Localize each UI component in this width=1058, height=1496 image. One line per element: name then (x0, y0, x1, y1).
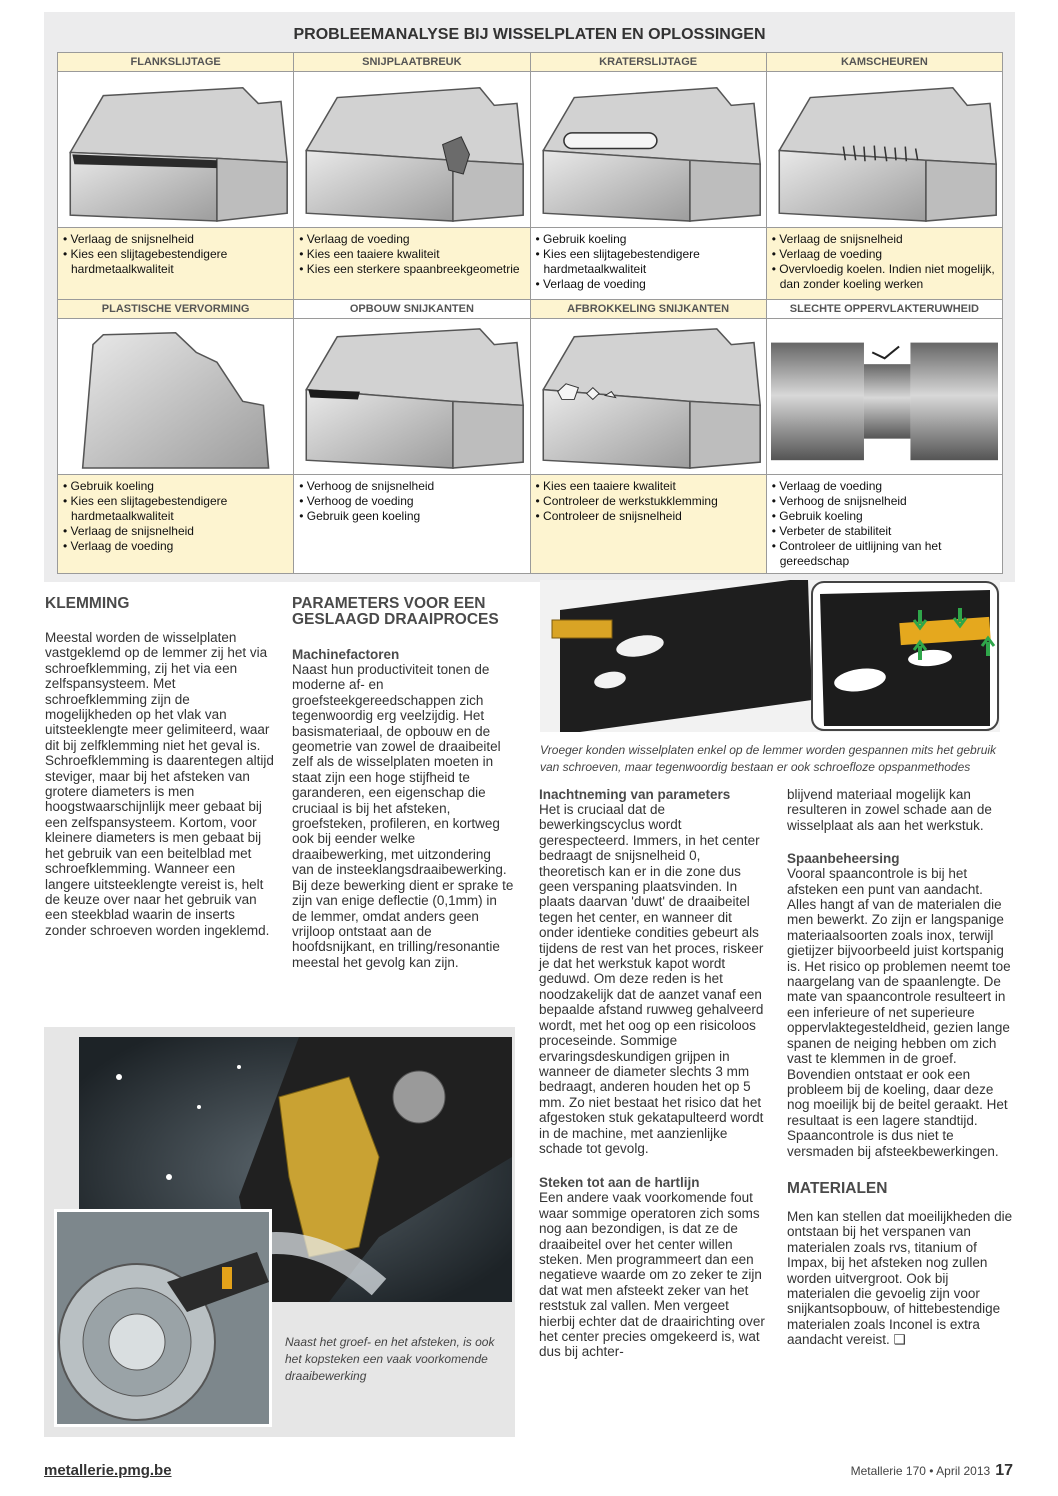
solution-item: • Controleer de snijsnelheid (535, 509, 762, 524)
solution-item: • Kies een taaiere kwaliteit (535, 479, 762, 494)
steken-body: Een andere vaak voorkomende fout waar sommige operatoren zich soms nog aan bezondigen, is dat ze de draaibeitel over het center willen steken. Men programmeert dan een negatieve waarde om zo zeker te zijn dat wat men afsteekt zeker van het reststuk zal vallen. Men vergeet hierbij echter dat de draairichting over het center precies omgekeerd is, wat dus bij achter- (539, 1190, 765, 1360)
klemming-title: KLEMMING (45, 595, 130, 612)
parameters-section (292, 596, 514, 970)
machinefactoren-heading: Machinefactoren (292, 647, 400, 662)
solutions-opbouw-snijkanten (294, 475, 530, 574)
solutions-snijplaatbreuk (294, 228, 530, 300)
insert-flank-wear-illustration (58, 72, 294, 228)
solution-item: • Verlaag de voeding (62, 539, 289, 554)
klemming-section (45, 596, 275, 938)
header-afbrokkeling-snijkanten: AFBROKKELING SNIJKANTEN (530, 300, 766, 319)
insert-plastic-deformation-illustration (58, 319, 294, 475)
solutions-flankslijtage (58, 228, 294, 300)
spaanbeheersing-section (787, 787, 1015, 1348)
footer-issue (851, 1462, 1013, 1480)
insert-built-up-edge-illustration (294, 319, 530, 475)
header-plastische-vervorming: PLASTISCHE VERVORMING (58, 300, 294, 319)
surface-roughness-illustration (766, 319, 1002, 475)
header-kamscheuren: KAMSCHEUREN (766, 53, 1002, 72)
parameters-title: PARAMETERS VOOR EEN GESLAAGD DRAAIPROCES (292, 595, 499, 628)
solution-item: • Controleer de werkstukklemming (535, 494, 762, 509)
header-flankslijtage: FLANKSLIJTAGE (58, 53, 294, 72)
solution-item: • Verhoog de snijsnelheid (298, 479, 525, 494)
solution-item: • Verhoog de voeding (298, 494, 525, 509)
face-grooving-photo (54, 1209, 272, 1427)
inachtneming-body: Het is cruciaal dat de bewerkingscyclus wordt gerespecteerd. Immers, in het center bedraagt de snijsnelheid 0, theoretisch kan er in die zone dus geen verspaning plaatsvinden. In plaats daarvan 'duwt' de draaibeitel tegen het center, en wanneer dit onder identieke condities gebeurt als tijdens de rest van het proces, riskeer je dat het werkstuk kapot wordt geduwd. Om deze reden is het noodzakelijk dat de aanzet vanaf een bepaalde afstand ruwweg gehalveerd wordt, met het oog op een risicoloos proceseinde. Sommige ervaringsdeskundigen grijpen in wanneer de diameter slechts 3 mm bedraagt, anderen houden het op 5 mm. Zo niet bestaat het risico dat het afgestoken stuk gekatapulteerd wordt in de machine, met aanzienlijke schade tot gevolg. (539, 802, 764, 1156)
insert-crater-wear-illustration (530, 72, 766, 228)
footer-issue-text: Metallerie 170 • April 2013 (850, 1464, 991, 1478)
header-slechte-oppervlakteruwheid: SLECHTE OPPERVLAKTERUWHEID (766, 300, 1002, 319)
solution-item: • Kies een sterkere spaanbreekgeometrie (298, 262, 525, 277)
solution-item: • Verlaag de snijsnelheid (771, 232, 998, 247)
inachtneming-heading: Inachtneming van parameters (539, 787, 731, 802)
solutions-plastische-vervorming (58, 475, 294, 574)
solution-item: • Kies een taaiere kwaliteit (298, 247, 525, 262)
header-snijplaatbreuk: SNIJPLAATBREUK (294, 53, 530, 72)
insert-fracture-illustration (294, 72, 530, 228)
solution-item: • Gebruik koeling (535, 232, 762, 247)
solution-item: • Gebruik geen koeling (298, 509, 525, 524)
solution-item: • Verhoog de snijsnelheid (771, 494, 998, 509)
solutions-afbrokkeling-snijkanten (530, 475, 766, 574)
solution-item: • Verlaag de voeding (298, 232, 525, 247)
footer-website-link[interactable]: metallerie.pmg.be (44, 1462, 172, 1479)
solution-item: • Kies een slijtagebestendigere hardmetaalkwaliteit (62, 247, 289, 277)
solution-item: • Verlaag de voeding (535, 277, 762, 292)
caption-parting: Naast het groef- en het afsteken, is ook het kopsteken een vaak voorkomende draaibewerking (285, 1335, 495, 1383)
solution-item: • Kies een slijtagebestendigere hardmetaalkwaliteit (62, 494, 289, 524)
solutions-kamscheuren (766, 228, 1002, 300)
header-opbouw-snijkanten: OPBOUW SNIJKANTEN (294, 300, 530, 319)
parting-photo-block (44, 1027, 515, 1437)
problem-analysis-panel (44, 12, 1015, 582)
insert-chipping-illustration (530, 319, 766, 475)
inachtneming-section (539, 787, 767, 1360)
clamping-tool-photo (540, 580, 1000, 732)
solution-item: • Gebruik koeling (771, 509, 998, 524)
solution-item: • Verlaag de snijsnelheid (62, 524, 289, 539)
solution-item: • Verlaag de voeding (771, 247, 998, 262)
panel-title: PROBLEEMANALYSE BIJ WISSELPLATEN EN OPLOSSINGEN (293, 26, 766, 43)
header-kraterslijtage: KRATERSLIJTAGE (530, 53, 766, 72)
machinefactoren-body: Naast hun productiviteit tonen de moderne af- en groefsteekgereedschappen zich tegenwoordig erg veelzijdig. Het basismateriaal, de opbouw en de geometrie van zowel de draaibeitel zelf als de wisselplaten moeten in staat zijn een hoge stijfheid te garanderen, een eigenschap die cruciaal is bij het afsteken, groefsteken, profileren, en kortweg ook bij eender welke draaibewerking, met uitzondering van de insteeklangsdraaibewerking. Bij deze bewerking dient er sprake te zijn van enige deflectie (0,1mm) in de lemmer, omdat anders geen vrijloop ontstaat aan de hoofdsnijkant, en trilling/resonantie meestal het gevolg kan zijn. (292, 662, 514, 970)
solution-item: • Overvloedig koelen. Indien niet mogelijk, dan zonder koeling werken (771, 262, 998, 292)
solution-item: • Verlaag de voeding (771, 479, 998, 494)
spaanbeheersing-heading: Spaanbeheersing (787, 851, 900, 867)
col4-intro: blijvend materiaal mogelijk kan resulteren in zowel schade aan de wisselplaat als aan het werkstuk. (787, 787, 992, 833)
solution-item: • Controleer de uitlijning van het gereedschap (771, 539, 998, 569)
solution-item: • Kies een slijtagebestendigere hardmetaalkwaliteit (535, 247, 762, 277)
page-number: 17 (995, 1462, 1013, 1479)
solutions-kraterslijtage (530, 228, 766, 300)
insert-comb-cracks-illustration (766, 72, 1002, 228)
spaanbeheersing-body: Vooral spaancontrole is bij het afsteken een punt van aandacht. Alles hangt af van de materialen die men bewerkt. Zo zijn er langspanige materiaalsoorten zoals inox, terwijl gietijzer bijvoorbeeld juist kortspanig is. Het risico op problemen neemt toe naargelang van de spaanlengte. De mate van spaancontrole resulteert in een inferieure of net superieure oppervlaktegesteldheid, gezien lange spanen de neiging hebben om zich vast te klemmen in de groef. Bovendien ontstaat er ook een probleem bij de koeling, daar deze nog moeilijk bij de beitel geraakt. Het resultaat is een lagere standtijd. Spaancontrole is dus niet te versmaden bij afsteekbewerkingen. (787, 866, 1011, 1159)
steken-heading: Steken tot aan de hartlijn (539, 1175, 700, 1191)
solution-item: • Verbeter de stabiliteit (771, 524, 998, 539)
solution-item: • Verlaag de snijsnelheid (62, 232, 289, 247)
problem-grid (57, 52, 1003, 574)
klemming-body: Meestal worden de wisselplaten vastgeklemd op de lemmer zij het via schroefklemming, zij het via een zelfspansysteem. Met schroefklemming zijn de mogelijkheden op het vlak van uitsteeklengte meer gelimiteerd, waar dit bij zelfklemming niet het geval is. Schroefklemming is daarentegen altijd steviger, maar bij het afsteken van grotere diameters is men hoogstwaarschijnlijk meer gebaat bij een zelfspansysteem. Kortom, voor kleinere diameters is men gebaat bij het gebruik van een beitelblad met schroefklemming. Wanneer een langere uitsteeklengte vereist is, helt de keuze over naar het gebruik van een steekblad waarin de inserts zonder schroeven worden ingeklemd. (45, 630, 274, 938)
materialen-title: MATERIALEN (787, 1179, 888, 1197)
solution-item: • Gebruik koeling (62, 479, 289, 494)
materialen-body: Men kan stellen dat moeilijkheden die ontstaan bij het verspanen van materialen zoals rvs, titanium of Impax, bij het afsteken nog zullen worden uitvergroot. Ook bij materialen die gevoelig zijn voor snijkantsopbouw, of hittebestendige materialen zoals Inconel is extra aandacht vereist. ❑ (787, 1208, 1013, 1348)
solutions-slechte-oppervlakteruwheid (766, 475, 1002, 574)
caption-clamping: Vroeger konden wisselplaten enkel op de lemmer worden gespannen mits het gebruik van schroeven, maar tegenwoordig bestaan er ook schroefloze opspanmethodes (540, 743, 997, 774)
